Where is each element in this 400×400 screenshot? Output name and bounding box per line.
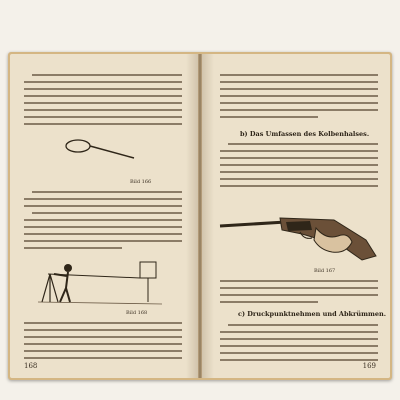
body-text-block (24, 191, 182, 254)
body-text-block (220, 143, 378, 192)
body-text-block (220, 280, 378, 308)
gutter-shadow (202, 54, 214, 378)
body-text-block (220, 324, 378, 366)
section-heading: b) Das Umfassen des Kolbenhalses. (240, 130, 370, 138)
open-book (8, 52, 392, 380)
page-number: 169 (362, 362, 376, 370)
body-text-block (24, 74, 182, 130)
figure-caption: Bild 167 (314, 268, 336, 274)
figure-caption: Bild 168 (126, 310, 148, 316)
figure-caption: Bild 166 (130, 179, 152, 185)
body-text-block (24, 322, 182, 364)
body-text-block (220, 74, 378, 123)
left-page (10, 54, 198, 378)
rifle-grip-figure (216, 206, 382, 266)
gutter-shadow (186, 54, 198, 378)
page-number: 168 (24, 362, 38, 370)
spoon-tool-figure (60, 124, 140, 174)
right-page (202, 54, 390, 378)
aiming-practice-figure (30, 254, 170, 310)
section-heading: c) Druckpunktnehmen und Abkrümmen. (238, 310, 387, 318)
